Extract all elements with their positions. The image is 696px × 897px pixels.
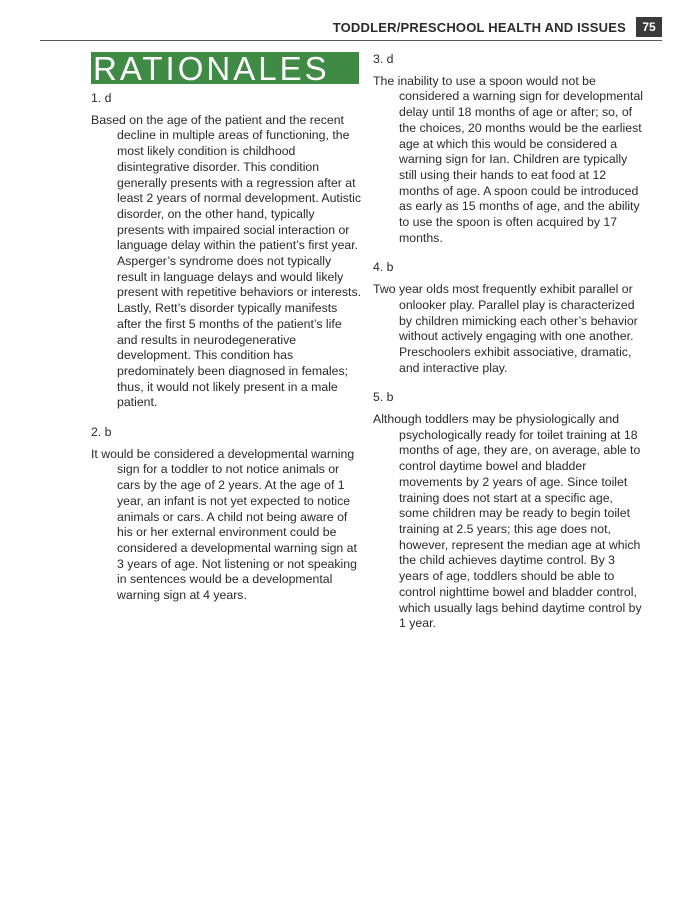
rationale-item [373, 260, 645, 376]
page-header [40, 14, 662, 41]
rationale-text: Two year olds most frequently exhibit parallel or onlooker play. Parallel play is characterized by children mimicking each other’s behavior without actively engaging with one another. Preschoolers exhibit associative, dramatic, and interactive play. [373, 282, 638, 375]
rationale-text: Although toddlers may be physiologically and psychologically ready for toilet training at 18 months of age, they are, on average, able to control daytime bowel and bladder movements by 2 years of age. Since toilet training does not start at a specific age, some children may be ready to begin toilet training at 2.5 years; this age does not, however, represent the median age at which the child achieves daytime control. By 3 years of age, toddlers should be able to control nighttime bowel and bladder control, which usually lags behind daytime control by 1 year. [373, 412, 642, 631]
rationale-item [373, 52, 645, 246]
rationale-number: 4. b [373, 260, 394, 275]
rationale-number: 3. d [373, 52, 394, 66]
right-column [373, 52, 645, 646]
rationale-number: 5. b [373, 390, 394, 405]
rationale-text: Based on the age of the patient and the recent decline in multiple areas of functioning, the most likely condition is childhood disintegrative disorder. This condition generally presents with a regression after at least 2 years of normal development. Autistic disorder, on the other hand, typically presents with impaired social interaction or language delay within the patient’s first year. Asperger’s syndrome does not typically result in language delays and would likely present with repetitive behaviors or interests. Lastly, Rett’s disorder typically manifests after the first 5 months of the patient’s life and results in neurodegenerative development. This condition has predominately been diagnosed in females; thus, it would not likely present in a male patient. [91, 112, 362, 410]
section-title: RATIONALES [91, 52, 359, 84]
rationale-item [373, 390, 645, 632]
rationale-text: The inability to use a spoon would not be considered a warning sign for developmental delay until 18 months of age or after; so, of the choices, 20 months would be the earliest age at which this would be considered a warning sign for Ian. Children are typically still using their hands to eat food at 12 months of age. A spoon could be introduced as early as 15 months of age, and the ability to use the spoon is often acquired by 17 months. [373, 73, 644, 245]
rationale-number: 1. d [91, 91, 112, 105]
rationale-item [91, 91, 361, 411]
rationale-text: It would be considered a developmental warning sign for a toddler to not notice animals or cars by the age of 2 years. At the age of 1 year, an infant is not yet expected to notice animals or cars. A child not being aware of his or her external environment could be considered a developmental warning sign at 3 years of age. Not listening or not speaking in sentences would be a developmental warning sign at 4 years. [91, 446, 357, 603]
rationale-number: 2. b [91, 425, 112, 440]
running-title: TODDLER/PRESCHOOL HEALTH AND ISSUES [332, 19, 626, 35]
left-column [91, 52, 361, 618]
page-number: 75 [636, 17, 662, 37]
rationale-item [91, 425, 361, 604]
